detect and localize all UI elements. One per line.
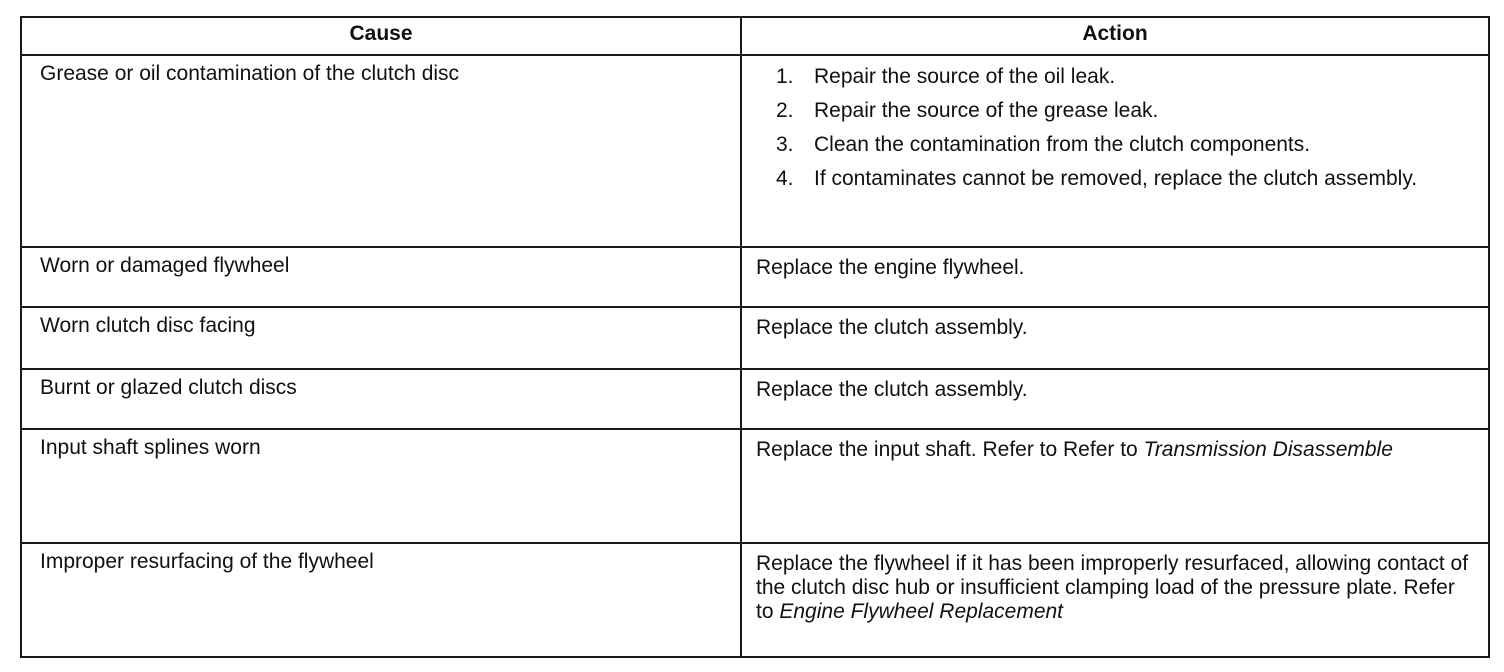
cause-cell: Grease or oil contamination of the clutch disc bbox=[21, 55, 741, 247]
cause-column-header: Cause bbox=[21, 17, 741, 55]
step-number: 3. bbox=[776, 133, 794, 156]
reference-link-text: Engine Flywheel Replacement bbox=[779, 600, 1064, 623]
table-row bbox=[21, 369, 1489, 429]
header-row bbox=[21, 17, 1489, 55]
table-row bbox=[21, 55, 1489, 247]
cause-cell: Input shaft splines worn bbox=[21, 429, 741, 543]
reference-link-text: Transmission Disassemble bbox=[1143, 438, 1393, 461]
action-text: Replace the input shaft. Refer to Refer to bbox=[756, 438, 1144, 461]
action-column-header: Action bbox=[741, 17, 1489, 55]
action-cell bbox=[741, 429, 1489, 543]
action-cell: Replace the engine flywheel. bbox=[741, 247, 1489, 307]
cause-cell: Burnt or glazed clutch discs bbox=[21, 369, 741, 429]
action-step bbox=[776, 132, 1474, 157]
table-row bbox=[21, 307, 1489, 369]
step-text: Repair the source of the grease leak. bbox=[814, 99, 1159, 122]
action-cell: Replace the clutch assembly. bbox=[741, 307, 1489, 369]
action-cell bbox=[741, 55, 1489, 247]
action-step bbox=[776, 64, 1474, 89]
action-step bbox=[776, 166, 1474, 191]
step-number: 2. bbox=[776, 99, 794, 122]
action-cell bbox=[741, 543, 1489, 657]
step-text: Repair the source of the oil leak. bbox=[814, 65, 1116, 88]
diagnosis-table bbox=[20, 16, 1490, 658]
action-cell: Replace the clutch assembly. bbox=[741, 369, 1489, 429]
table-row bbox=[21, 429, 1489, 543]
step-number: 4. bbox=[776, 167, 794, 190]
cause-cell: Worn clutch disc facing bbox=[21, 307, 741, 369]
table-row bbox=[21, 543, 1489, 657]
action-text: Replace the flywheel if it has been improperly resurfaced, allowing contact of the clutch disc hub or insufficient clamping load of the pressure plate. Refer to bbox=[756, 552, 1469, 623]
cause-cell: Improper resurfacing of the flywheel bbox=[21, 543, 741, 657]
step-number: 1. bbox=[776, 65, 794, 88]
action-steps-list bbox=[776, 64, 1474, 191]
cause-cell: Worn or damaged flywheel bbox=[21, 247, 741, 307]
step-text: If contaminates cannot be removed, replace the clutch assembly. bbox=[814, 167, 1418, 190]
table-row bbox=[21, 247, 1489, 307]
action-step bbox=[776, 98, 1474, 123]
step-text: Clean the contamination from the clutch components. bbox=[814, 133, 1311, 156]
